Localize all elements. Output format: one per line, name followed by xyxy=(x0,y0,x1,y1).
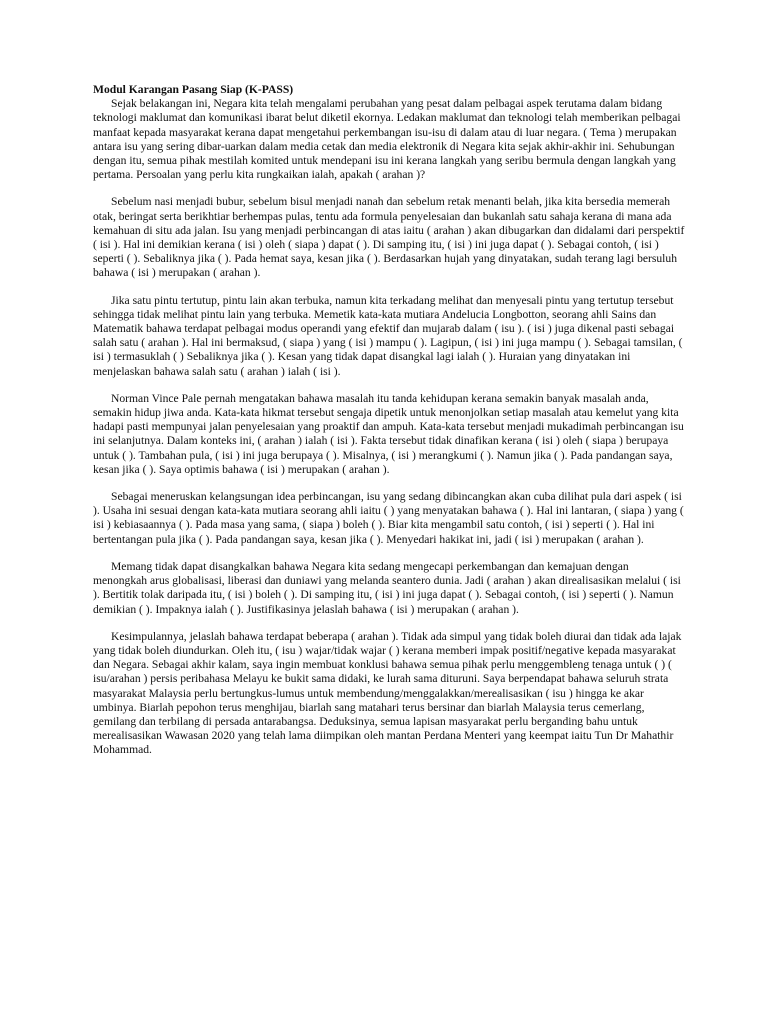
paragraph-conclusion: Kesimpulannya, jelaslah bahawa terdapat beberapa ( arahan ). Tidak ada simpul yang tidak boleh diurai dan tidak ada lajak yang tidak boleh diundurkan. Oleh itu, ( isu ) wajar/tidak wajar ( ) kerana memberi impak positif/negative kepada masyarakat dan Negara. Sebagai akhir kalam, saya ingin membuat konklusi bahawa semua pihak perlu menggembleng tenaga untuk ( ) ( isu/arahan ) persis peribahasa Melayu ke bukit sama didaki, ke lurah sama dituruni. Saya berpendapat bahawa seluruh strata masyarakat Malaysia perlu bertungkus-lumus untuk membendung/menggalakkan/merealisasikan ( isu ) hingga ke akar umbinya. Biarlah pepohon terus menghijau, biarlah sang matahari terus bersinar dan biarlah Malaysia terus cemerlang, gemilang dan terbilang di persada antarabangsa. Deduksinya, semua lapisan masyarakat perlu berganding bahu untuk merealisasikan Wawasan 2020 yang telah lama diimpikan oleh mantan Perdana Menteri yang keempat iaitu Tun Dr Mahathir Mohammad. xyxy=(93,629,682,757)
paragraph-introduction: Sejak belakangan ini, Negara kita telah mengalami perubahan yang pesat dalam pelbagai aspek terutama dalam bidang teknologi maklumat dan komunikasi ibarat belut diketil ekornya. Ledakan maklumat dan teknologi telah memberikan pelbagai manfaat kepada masyarakat kerana dapat mengetahui perkembangan isu-isu di dalam atau di luar negara. ( Tema ) merupakan antara isu yang sering dibar-uarkan dalam media cetak dan media elektronik di Negara kita sejak akhir-akhir ini. Sehubungan dengan itu, semua pihak mestilah komited untuk mendepani isu ini kerana langkah yang seribu bermula dengan langkah yang pertama. Persoalan yang perlu kita rungkaikan ialah, apakah ( arahan )? xyxy=(93,97,681,182)
paragraph-spacer xyxy=(93,379,685,392)
paragraph-point-5: Memang tidak dapat disangkalkan bahawa Negara kita sedang mengecapi perkembangan dan kemajuan dengan menongkah arus globalisasi, liberasi dan duniawi yang melanda seantero dunia. Jadi ( arahan ) akan direalisasikan melalui ( isi ). Bertitik tolak daripada itu, ( isi ) boleh ( ). Di samping itu, ( isi ) ini juga dapat ( ). Sebagai contoh, ( isi ) seperti ( ). Namun demikian ( ). Impaknya ialah ( ). Justifikasinya jelaslah bahawa ( isi ) merupakan ( arahan ). xyxy=(93,559,681,616)
document-title: Modul Karangan Pasang Siap (K-PASS) xyxy=(93,83,294,96)
paragraph-spacer xyxy=(93,477,685,490)
paragraph-spacer xyxy=(93,547,685,560)
paragraph-point-1: Sebelum nasi menjadi bubur, sebelum bisul menjadi nanah dan sebelum retak menanti belah, jika kita bersedia memerah otak, beringat serta berikhtiar berhempas pulas, tentu ada formula penyelesaian dan bukanlah satu sahaja kerana di mana ada kemahuan di situ ada jalan. Isu yang menjadi perbincangan di atas iaitu ( arahan ) akan dibugarkan dan didalami dari perspektif ( isi ). Hal ini demikian kerana ( isi ) oleh ( siapa ) dapat ( ). Di samping itu, ( isi ) ini juga dapat ( ). Sebagai contoh, ( isi ) seperti ( ). Sebaliknya jika ( ). Pada hemat saya, kesan jika ( ). Berdasarkan hujah yang dinyatakan, sudah terang lagi bersuluh bahawa ( isi ) merupakan ( arahan ). xyxy=(93,195,685,280)
paragraph-point-2: Jika satu pintu tertutup, pintu lain akan terbuka, namun kita terkadang melihat dan menyesali pintu yang tertutup tersebut sehingga tidak melihat pintu lain yang terbuka. Memetik kata-kata mutiara Andelucia Longbotton, seorang ahli Sains dan Matematik bahawa terdapat pelbagai modus operandi yang efektif dan mujarab dalam ( isu ). ( isi ) juga dikenal pasti sebagai salah satu ( arahan ). Hal ini bermaksud, ( siapa ) yang ( isi ) mampu ( ). Lagipun, ( isi ) ini juga mampu ( ). Sebagai tamsilan, ( isi ) termasuklah ( ) Sebaliknya jika ( ). Kesan yang tidak dapat disangkal lagi ialah ( ). Huraian yang dinyatakan ini menjelaskan bahawa salah satu ( arahan ) ialah ( isi ). xyxy=(93,293,683,378)
paragraph-point-3: Norman Vince Pale pernah mengatakan bahawa masalah itu tanda kehidupan kerana semakin banyak masalah anda, semakin hidup jiwa anda. Kata-kata hikmat tersebut sengaja dipetik untuk menonjolkan setiap masalah atau kemelut yang kita hadapi pasti mempunyai jalan penyelesaian yang proaktif dan ampuh. Kata-kata tersebut menjadi mukadimah perbincangan isu ini selanjutnya. Dalam konteks ini, ( arahan ) ialah ( isi ). Fakta tersebut tidak dinafikan kerana ( isi ) oleh ( siapa ) berupaya untuk ( ). Tambahan pula, ( isi ) ini juga berupaya ( ). Misalnya, ( isi ) merangkumi ( ). Namun jika ( ). Pada pandangan saya, kesan jika ( ). Saya optimis bahawa ( isi ) merupakan ( arahan ). xyxy=(93,391,684,476)
paragraph-point-4: Sebagai meneruskan kelangsungan idea perbincangan, isu yang sedang dibincangkan akan cuba dilihat pula dari aspek ( isi ). Usaha ini sesuai dengan kata-kata mutiara seorang ahli iaitu ( ) yang menyatakan bahawa ( ). Hal ini lantaran, ( siapa ) yang ( isi ) kebiasaannya ( ). Pada masa yang sama, ( siapa ) boleh ( ). Biar kita mengambil satu contoh, ( isi ) seperti ( ). Hal ini bertentangan pula jika ( ). Pada pandangan saya, kesan jika ( ). Menyedari hakikat ini, jadi ( isi ) merupakan ( arahan ). xyxy=(93,490,684,546)
paragraph-spacer xyxy=(93,182,685,195)
paragraph-spacer xyxy=(93,617,685,630)
paragraph-spacer xyxy=(93,281,685,294)
essay-document xyxy=(93,83,685,758)
